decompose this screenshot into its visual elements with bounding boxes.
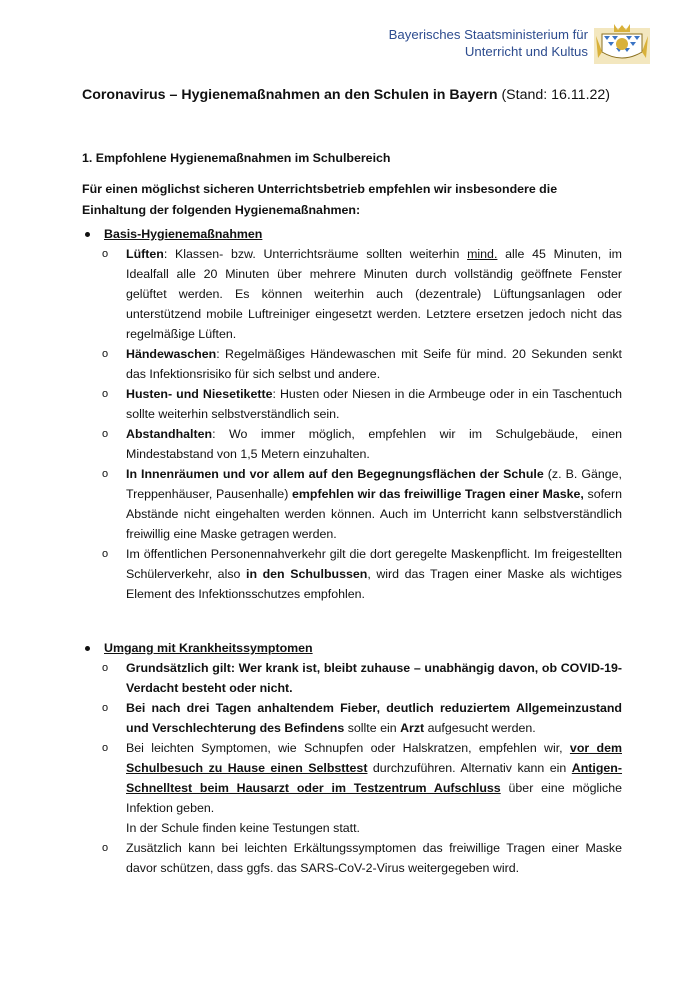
list-item-leichte-symptome: o Bei leichten Symptomen, wie Schnupfen oder Halskratzen, empfehlen wir, vor dem Schulbesuch zu Hause einen Selbsttest durchzuführen. Alternativ kann ein Antigen-Schnelltest beim Hausarzt oder im Testzentrum Aufschluss über eine mögliche Infektion geben. In der Schule finden keine Testungen statt.	[82, 738, 622, 838]
title-date: (Stand: 16.11.22)	[501, 87, 611, 103]
sub-bullet-icon: o	[102, 842, 109, 854]
bullet-label: Umgang mit Krankheitssymptomen	[104, 641, 313, 655]
list-item-zusaetzlich: o Zusätzlich kann bei leichten Erkältungssymptomen das freiwillige Tragen einer Maske davor schützen, dass ggfs. das SARS-CoV-2-Virus weitergegeben wird.	[82, 838, 622, 878]
ministry-name	[389, 26, 588, 60]
title-main: Coronavirus – Hygienemaßnahmen an den Schulen in Bayern	[82, 87, 498, 103]
sub-bullet-icon: o	[102, 248, 109, 260]
page-title	[82, 86, 642, 104]
list-item-oepnv: o Im öffentlichen Personennahverkehr gilt die dort geregelte Maskenpflicht. Im freigestellten Schülerverkehr, also in den Schulbussen, wird das Tragen einer Maske als wichtiges Element des Infektionsschutzes empfohlen.	[82, 544, 622, 604]
symptome-section	[82, 638, 622, 878]
section-intro: Für einen möglichst sicheren Unterrichtsbetrieb empfehlen wir insbesondere die Einhaltung der folgenden Hygienemaßnahmen:	[82, 182, 558, 217]
list-item-husten: o Husten- und Niesetikette: Husten oder Niesen in die Armbeuge oder in ein Taschentuch sollte weiterhin selbstverständlich sein.	[82, 384, 622, 424]
ministry-line-2: Unterricht und Kultus	[464, 44, 588, 59]
sub-bullet-icon: o	[102, 662, 109, 674]
sub-bullet-icon: o	[102, 348, 109, 360]
list-item-innenraeume: o In Innenräumen und vor allem auf den Begegnungsflächen der Schule (z. B. Gänge, Treppenhäuser, Pausenhalle) empfehlen wir das freiwillige Tragen einer Maske, sofern Abstände nicht eingehalten werden können. Auch im Unterricht kann selbstverständlich freiwillig eine Maske getragen werden.	[82, 464, 622, 544]
basis-list	[82, 244, 622, 604]
document-header	[0, 22, 700, 72]
list-item-fieber: o Bei nach drei Tagen anhaltendem Fieber, deutlich reduziertem Allgemeinzustand und Verschlechterung des Befindens sollte ein Arzt aufgesucht werden.	[82, 698, 622, 738]
bullet-symptome	[82, 638, 622, 658]
sub-bullet-icon: o	[102, 548, 109, 560]
list-item-abstand: o Abstandhalten: Wo immer möglich, empfehlen wir im Schulgebäude, einen Mindestabstand von 1,5 Metern einzuhalten.	[82, 424, 622, 464]
list-item-lueften: o Lüften: Klassen- bzw. Unterrichtsräume sollten weiterhin mind. alle 45 Minuten, im Idealfall alle 20 Minuten über mehrere Minuten durch vollständig geöffnete Fenster gelüftet werden. Es können weiterhin auch (dezentrale) Lüftungsanlagen oder unterstützend mobile Luftreiniger eingesetzt werden. Letztere ersetzen jedoch nicht das regelmäßige Lüften.	[82, 244, 622, 344]
sub-bullet-icon: o	[102, 742, 109, 754]
basis-hygiene-section	[82, 224, 622, 604]
sub-bullet-icon: o	[102, 388, 109, 400]
list-item-haendewaschen: o Händewaschen: Regelmäßiges Händewaschen mit Seife für mind. 20 Sekunden senkt das Infektionsrisiko für sich selbst und andere.	[82, 344, 622, 384]
bavarian-coat-of-arms-icon	[594, 22, 650, 64]
ministry-line-1: Bayerisches Staatsministerium für	[388, 27, 588, 42]
list-item-grundsaetzlich: o Grundsätzlich gilt: Wer krank ist, bleibt zuhause – unabhängig davon, ob COVID-19-Verdacht besteht oder nicht.	[82, 658, 622, 698]
bullet-label: Basis-Hygienemaßnahmen	[104, 227, 263, 241]
sub-bullet-icon: o	[102, 468, 109, 480]
bullet-dot-icon	[85, 232, 90, 237]
bullet-basis	[82, 224, 622, 244]
no-testing-note: In der Schule finden keine Testungen statt.	[126, 821, 360, 835]
symptome-list	[82, 658, 622, 878]
sub-bullet-icon: o	[102, 702, 109, 714]
sub-bullet-icon: o	[102, 428, 109, 440]
bullet-dot-icon	[85, 646, 90, 651]
section-heading: 1. Empfohlene Hygienemaßnahmen im Schulbereich	[82, 151, 391, 165]
